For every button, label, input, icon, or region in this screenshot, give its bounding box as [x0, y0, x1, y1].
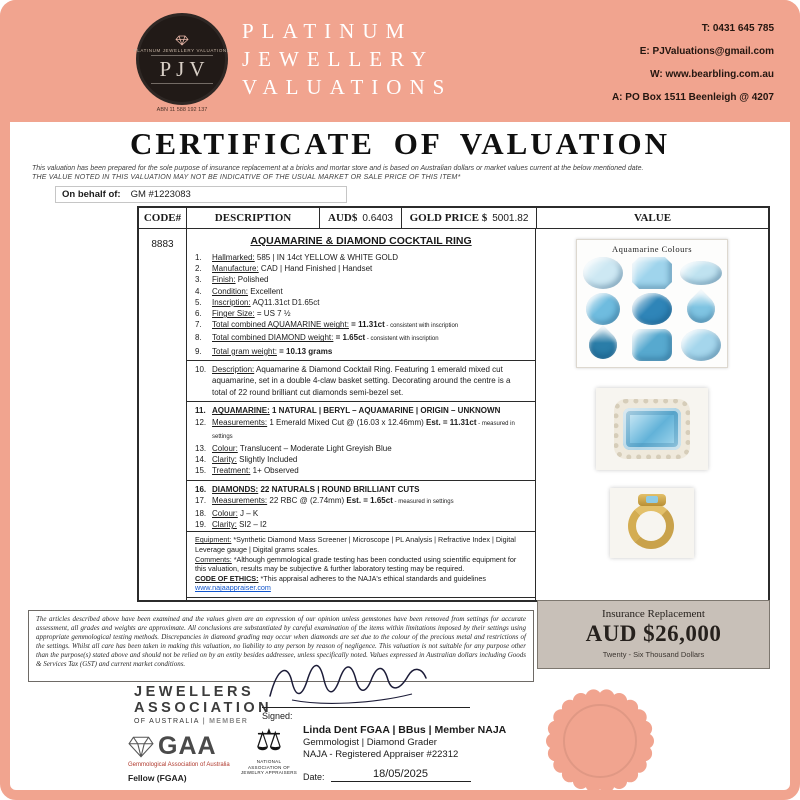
spec-item-7: 7. Total combined AQUAMARINE weight: = 11.31ct - consistent with inscription	[195, 320, 459, 330]
gold-value: 5001.82	[492, 212, 529, 224]
contact-phone: T: 0431 645 785	[701, 23, 774, 34]
aquamarine-stone	[623, 408, 681, 450]
pjv-logo	[133, 13, 231, 105]
aud-label: AUD$	[328, 212, 358, 224]
aquamarine-chart-title: Aquamarine Colours	[611, 244, 693, 254]
spec-item-2: 2. Manufacture: CAD | Hand Finished | Handset	[195, 264, 373, 274]
insurance-replacement-box	[537, 600, 770, 669]
contact-email: E: PJValuations@gmail.com	[639, 46, 774, 57]
logo-monogram: PJV	[151, 55, 212, 84]
brand-line-2: JEWELLERY	[242, 47, 435, 71]
appraiser-credentials	[303, 724, 506, 762]
contact-info	[612, 17, 774, 109]
spec-item-12: 12. Measurements: 1 Emerald Mixed Cut @ (16.03 x 12.46mm) Est. = 11.31ct - measured in settings	[195, 417, 515, 440]
aquamarine-swatch-pear	[584, 325, 624, 365]
naja-logo	[240, 724, 298, 776]
gaa-acronym: GAA	[158, 732, 217, 760]
item-title: AQUAMARINE & DIAMOND COCKTAIL RING	[250, 235, 472, 247]
table-header-row	[139, 208, 768, 229]
insurance-amount-words: Twenty - Six Thousand Dollars	[602, 650, 705, 659]
jaa-member-label: | MEMBER	[202, 718, 249, 725]
date-row	[303, 768, 471, 782]
intro-disclaimer	[32, 164, 772, 182]
logo-micro-text: PLATINUM JEWELLERY VALUATIONS	[133, 47, 231, 53]
spec-item-3: 3. Finish: Polished	[195, 275, 269, 285]
spec-item-14: 14. Clarity: Slightly Included	[195, 455, 298, 465]
spec-section	[195, 251, 527, 358]
ring-side-photo	[610, 488, 694, 558]
gold-band	[628, 503, 674, 549]
signature-squiggle	[262, 656, 452, 708]
spec-item-17: 17. Measurements: 22 RBC @ (2.74mm) Est. = 1.65ct - measured in settings	[195, 495, 454, 505]
aquamarine-swatch-oval	[681, 329, 721, 361]
naja-caption: NATIONAL ASSOCIATION OF JEWELRY APPRAISERS	[240, 759, 298, 775]
on-behalf-label: On behalf of:	[62, 189, 121, 200]
header-description: DESCRIPTION	[187, 208, 320, 228]
section-divider	[187, 360, 535, 361]
appraiser-registration: NAJA - Registered Appraiser #22312	[303, 749, 459, 760]
header-code: CODE#	[139, 208, 187, 228]
head-stone	[646, 496, 658, 503]
ring-top-photo	[596, 388, 708, 470]
certificate-title: CERTIFICATE OF VALUATION	[130, 126, 670, 161]
header-value: VALUE	[633, 212, 672, 224]
spec-section	[195, 483, 527, 532]
spec-item-13: 13. Colour: Translucent – Moderate Light Greyish Blue	[195, 443, 392, 453]
valuation-table	[137, 206, 770, 602]
comments-line: Comments: *Although gemmological grade testing has been conducted using scientific equipment for this valuation, results may be subjective & further laboratory testing may be required.	[195, 554, 517, 574]
date-value: 18/05/2025	[331, 768, 471, 782]
aquamarine-swatch-oval	[583, 257, 623, 289]
spec-section	[195, 404, 527, 477]
intro-line-2: THE VALUE NOTED IN THIS VALUATION MAY NOT BE INDICATIVE OF THE USUAL MARKET OR SALE PRICE OF THIS ITEM*	[32, 174, 461, 181]
aud-value: 0.6403	[362, 212, 393, 224]
aquamarine-colour-chart	[576, 239, 728, 368]
date-label: Date:	[303, 772, 325, 782]
gaa-full-name: Gemmological Association of Australia	[128, 762, 230, 768]
appraiser-role: Gemmologist | Diamond Grader	[303, 736, 437, 748]
diamond-halo	[614, 399, 690, 459]
section-divider	[187, 401, 535, 402]
brand-line-3: VALUATIONS	[242, 75, 453, 99]
naja-link: www.najaappraiser.com	[195, 583, 271, 593]
spec-item-10: 10. Description: Aquamarine & Diamond Cocktail Ring. Featuring 1 emerald mixed cut aquamarine, set in a double 4-claw basket setting. Decorating around the centre is a total of 22 round brilliant cut diamonds semi-bezel set.	[195, 364, 511, 397]
jaa-line-1: JEWELLERS	[134, 684, 255, 700]
ethics-line: CODE OF ETHICS: *This appraisal adheres to the NAJA's ethical standards and guidelines www.najaappraiser.com	[195, 573, 487, 593]
insurance-amount: AUD $26,000	[585, 621, 722, 646]
gaa-logo	[128, 732, 238, 783]
spec-item-11: 11. AQUAMARINE: 1 NATURAL | BERYL – AQUAMARINE | ORIGIN – UNKNOWN	[195, 406, 501, 416]
section-divider	[187, 480, 535, 481]
aquamarine-swatch-cushion	[632, 329, 672, 361]
brand-name	[242, 17, 452, 101]
scales-icon: ⚖	[255, 723, 283, 758]
jaa-line-3: OF AUSTRALIA | MEMBER	[134, 718, 249, 725]
value-cell	[536, 229, 768, 600]
aquamarine-swatches	[581, 257, 723, 361]
aquamarine-swatch-marquise	[680, 261, 722, 285]
jaa-member-logo	[134, 684, 272, 725]
item-code: 8883	[139, 229, 187, 600]
spec-item-15: 15. Treatment: 1+ Observed	[195, 466, 299, 476]
aquamarine-swatch-emerald	[632, 257, 672, 289]
contact-website: W: www.bearbling.com.au	[650, 69, 774, 80]
spec-item-1: 1. Hallmarked: 585 | IN 14ct YELLOW & WHITE GOLD	[195, 253, 398, 262]
contact-address: A: PO Box 1511 Beenleigh @ 4207	[611, 92, 774, 103]
appraiser-name: Linda Dent FGAA | BBus | Member NAJA	[303, 724, 507, 736]
description-cell	[187, 229, 536, 600]
table-body	[139, 229, 768, 600]
disclaimer-box: The articles described above have been examined and the values given are an expression of our opinion unless gemstones have been removed from settings for accurate assessment, all grades and weights are approximate. All conclusions are substantiated by careful examination of the items within limitations imposed by their settings using appropriate gemmological testing methods. Discrepancies in diamond grading may occur when diamonds are set due to the colour of the precious metal and restrictions of the settings. Whilst all care has been taken in making this valuation, no liability to any person by reason of negligence. This valuation is not suitable for any purpose other than the purpose(s) stated above and should not be relied on by an entity besides addressee, unless specifically noted. Values expressed in Australian dollars including Goods & Services Tax (GST) and current market conditions.	[28, 610, 534, 682]
spec-item-19: 19. Clarity: SI2 – I2	[195, 520, 267, 530]
logo-abn: ABN 11 588 192 137	[156, 107, 208, 113]
spec-item-16: 16. DIAMONDS: 22 NATURALS | ROUND BRILLIANT CUTS	[195, 484, 420, 494]
spec-item-5: 5. Inscription: AQ11.31ct D1.65ct	[195, 297, 320, 307]
spec-item-9: 9. Total gram weight: = 10.13 grams	[195, 346, 333, 356]
brand-line-1: PLATINUM	[242, 19, 413, 43]
signed-label: Signed:	[262, 711, 293, 721]
signature-block	[262, 656, 482, 721]
embossed-seal	[538, 686, 662, 796]
gaa-fellow-label: Fellow (FGAA)	[128, 772, 187, 783]
header-aud-rate	[320, 208, 402, 228]
spec-item-8: 8. Total combined DIAMOND weight: = 1.65ct - consistent with inscription	[195, 333, 439, 343]
spec-item-6: 6. Finger Size: = US 7 ½	[195, 309, 291, 319]
equipment-notes	[187, 531, 535, 598]
aquamarine-swatch-pear	[681, 289, 721, 329]
gaa-diamond-icon	[128, 736, 154, 758]
diamond-icon	[175, 35, 189, 46]
spec-section	[195, 363, 527, 400]
header-gold-price	[402, 208, 537, 228]
on-behalf-of	[55, 186, 347, 203]
aquamarine-swatch-round	[586, 293, 620, 325]
aquamarine-swatch-oval	[632, 293, 672, 325]
insurance-label: Insurance Replacement	[602, 608, 705, 620]
on-behalf-value: GM #1223083	[130, 189, 191, 200]
spec-item-18: 18. Colour: J – K	[195, 508, 259, 518]
intro-line-1: This valuation has been prepared for the sole purpose of insurance replacement at a bricks and mortar store and is based on Australian dollars or market values current at the below mentioned date.	[32, 165, 644, 172]
equipment-line: Equipment: *Synthetic Diamond Mass Screener | Microscope | PL Analysis | Refractive Index | Digital Leverage gauge | Digital grams scales.	[195, 535, 516, 554]
jaa-line-2: ASSOCIATION	[134, 700, 273, 716]
spec-sections	[195, 251, 527, 531]
spec-item-4: 4. Condition: Excellent	[195, 286, 283, 296]
gold-label: GOLD PRICE $	[409, 212, 488, 224]
